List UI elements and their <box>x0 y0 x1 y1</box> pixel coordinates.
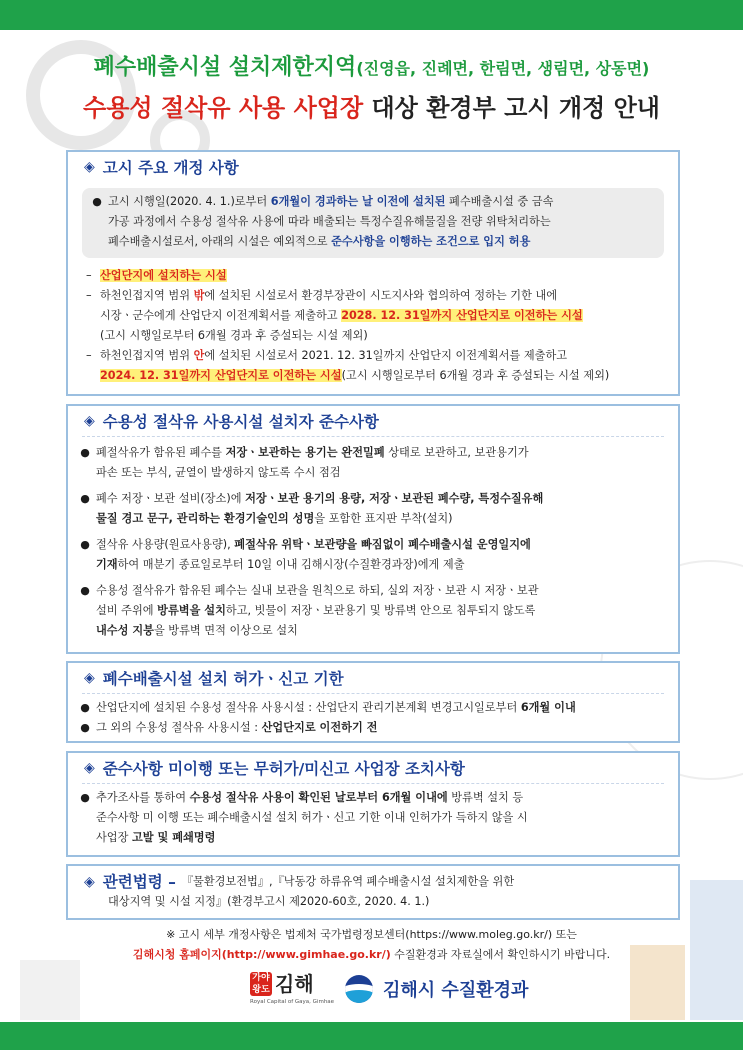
bottom-green-bar <box>0 1022 743 1050</box>
diamond-icon: ◈ <box>84 760 95 776</box>
page-title: 폐수배출시설 설치제한지역(진영읍, 진례면, 한림면, 생림면, 상동면) <box>93 55 650 80</box>
section-heading: ◈ 준수사항 미이행 또는 무허가/미신고 사업장 조치사항 <box>84 760 465 778</box>
section-compliance: ◈ 수용성 절삭유 사용시설 설치자 준수사항 ● 폐절삭유가 함유된 폐수를 저장ㆍ보관하는 용기는 완전밀폐 상태로 보관하고, 보관용기가 파손 또는 부식, 균열이 발생하지 않도록 수시 점검 ● 폐수 저장ㆍ보관 설비(장소)에 저장ㆍ보관 용기의 용량, 저장ㆍ보관된 폐수량, 특정수질유해 물질 경고 문구, 관리하는 환경기술인의 성명을 포함한 표지판 부착(설치) ● 절삭유 사용량(원료사용량), 폐절삭유 위탁ㆍ보관량을 빠짐없이 폐수배출시설 운영일지에 기재하여 매분기 종료일로부터 10일 이내 김해시장(수질환경과장)에게 제출 ● 수용성 절삭유가 함유된 폐수는 실내 보관을 원칙으로 하되, 실외 저장ㆍ보관 시 저장ㆍ보관 설비 주위에 방류벽을 설치하고, 빗물이 저장ㆍ보관용기 및 방류벽 안으로 침투되지 않도록 내수성 지붕을 방류벽 면적 이상으로 설치 <box>66 404 680 654</box>
diamond-icon: ◈ <box>84 874 95 890</box>
city-emblem-icon <box>345 975 373 1003</box>
bullet-icon: ● <box>92 195 102 208</box>
section-heading: ◈ 수용성 절삭유 사용시설 설치자 준수사항 <box>84 413 379 431</box>
list-item: – 하천인접지역 범위 밖에 설치된 시설로서 환경부장관이 시도지사와 협의하여 정하는 기한 내에 <box>86 289 558 302</box>
footnote: ※ 고시 세부 개정사항은 법제처 국가법령정보센터(https://www.moleg.go.kr/) 또는 김해시청 홈페이지(http://www.gimhae.go.kr/) 수질환경과 자료실에서 확인하시기 바랍니다. <box>132 928 611 961</box>
list-item: ● 폐수 저장ㆍ보관 설비(장소)에 저장ㆍ보관 용기의 용량, 저장ㆍ보관된 폐수량, 특정수질유해 <box>74 489 664 509</box>
bullet-icon: ● <box>80 538 90 551</box>
list-item: ● 그 외의 수용성 절삭유 사용시설 : 산업단지로 이전하기 전 <box>74 718 664 738</box>
list-item: – 하천인접지역 범위 안에 설치된 시설로서 2021. 12. 31일까지 산업단지 이전계획서를 제출하고 <box>86 349 568 362</box>
section-permit-deadline <box>66 661 680 743</box>
page-subtitle: 수용성 절삭유 사용 사업장 대상 환경부 고시 개정 안내 <box>83 94 660 122</box>
section-main-changes: ◈ 고시 주요 개정 사항 ● 고시 시행일(2020. 4. 1.)로부터 6개월이 경과하는 날 이전에 설치된 폐수배출시설 중 금속 가공 과정에서 수용성 절삭유 사용에 따라 배출되는 특정수질유해물질을 전량 위탁처리하는 폐수배출시설로서, 아래의 시설은 예외적으로 준수사항을 이행하는 조건으로 입지 허용 – 산업단지에 설치하는 시설 – 하천인접지역 범위 밖에 설치된 시설로서 환경부장관이 시도지사와 협의하여 정하는 기한 내에 시장ㆍ군수에게 산업단지 이전계획서를 제출하고 2028. 12. 31일까지 산업단지로 이전하는 시설 (고시 시행일로부터 6개월 경과 후 증설되는 시설 제외) – 하천인접지역 범위 안에 설치된 시설로서 2021. 12. 31일까지 산업단지 이전계획서를 제출하고 2024. 12. 31일까지 산업단지로 이전하는 시설(고시 시행일로부터 6개월 경과 후 증설되는 시설 제외) <box>66 150 680 396</box>
bullet-icon: ● <box>80 446 90 459</box>
bullet-icon: ● <box>80 701 90 714</box>
gimhae-logo: 가야왕도 김해 Royal Capital of Gaya, Gimhae <box>250 972 335 1005</box>
section-enforcement: ◈ 준수사항 미이행 또는 무허가/미신고 사업장 조치사항 ● 추가조사를 통하여 수용성 절삭유 사용이 확인된 날로부터 6개월 이내에 방류벽 설치 등 준수사항 미 이행 또는 폐수배출시설 설치 허가ㆍ신고 기한 이내 인허가가 득하지 않을 시 사업장 고발 및 폐쇄명령 <box>66 751 680 857</box>
bullet-icon: ● <box>80 721 90 734</box>
section-heading: ◈ 폐수배출시설 설치 허가ㆍ신고 기한 <box>84 670 344 688</box>
bullet-icon: ● <box>80 492 90 505</box>
list-item: ● 수용성 절삭유가 함유된 폐수는 실내 보관을 원칙으로 하되, 실외 저장ㆍ보관 시 저장ㆍ보관 <box>74 581 664 601</box>
list-item: ● 절삭유 사용량(원료사용량), 폐절삭유 위탁ㆍ보관량을 빠짐없이 폐수배출시설 운영일지에 <box>74 535 664 555</box>
list-item: ● 산업단지에 설치된 수용성 절삭유 사용시설 : 산업단지 관리기본계획 변경고시일로부터 6개월 이내 <box>74 698 664 718</box>
diamond-icon: ◈ <box>84 159 95 175</box>
diamond-icon: ◈ <box>84 670 95 686</box>
bullet-icon: ● <box>80 584 90 597</box>
list-item: – 산업단지에 설치하는 시설 <box>86 269 227 282</box>
dept-logo: 김해시 수질환경과 <box>345 975 528 1003</box>
list-item: ● 폐절삭유가 함유된 폐수를 저장ㆍ보관하는 용기는 완전밀폐 상태로 보관하고, 보관용기가 <box>74 443 664 463</box>
gaya-logo-mark: 가야왕도 <box>250 972 272 996</box>
bullet-icon: ● <box>80 791 90 804</box>
section-related-laws: ◈ 관련법령 – 『물환경보전법』,『낙동강 하류유역 폐수배출시설 설치제한을 위한 대상지역 및 시설 지정』(환경부고시 제2020-60호, 2020. 4. 1.) <box>66 864 680 920</box>
list-item: ● 추가조사를 통하여 수용성 절삭유 사용이 확인된 날로부터 6개월 이내에 방류벽 설치 등 <box>74 788 664 808</box>
background-block <box>20 960 80 1020</box>
top-green-bar <box>0 0 743 30</box>
intro-panel: ● 고시 시행일(2020. 4. 1.)로부터 6개월이 경과하는 날 이전에 설치된 폐수배출시설 중 금속 가공 과정에서 수용성 절삭유 사용에 따라 배출되는 특정수질유해물질을 전량 위탁처리하는 폐수배출시설로서, 아래의 시설은 예외적으로 준수사항을 이행하는 조건으로 입지 허용 <box>82 188 664 258</box>
section-heading: ◈ 고시 주요 개정 사항 <box>84 159 239 177</box>
homepage-link[interactable]: 김해시청 홈페이지(http://www.gimhae.go.kr/) <box>132 948 391 961</box>
diamond-icon: ◈ <box>84 413 95 429</box>
